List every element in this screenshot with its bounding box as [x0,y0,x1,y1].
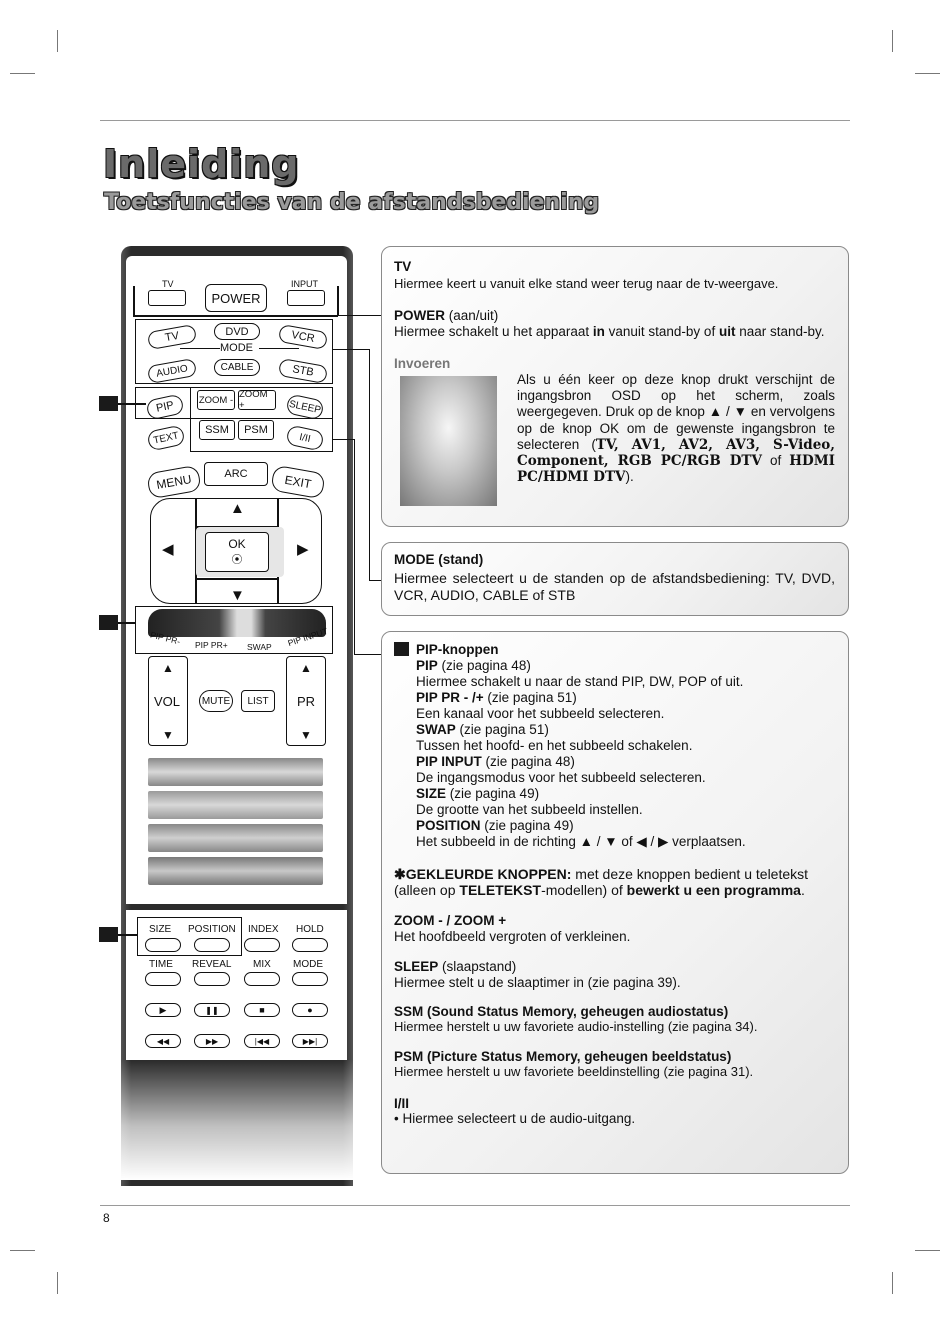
psm-button[interactable]: PSM [238,420,274,440]
power-desc-in: in [592,324,605,339]
crop-mark [915,1250,940,1251]
ok-label: OK [228,537,246,551]
crop-mark [57,30,58,52]
nav-pad-divider [195,578,277,580]
pip-heading [416,658,531,674]
mode-tv-button[interactable]: TV [147,324,197,350]
fast-forward-button[interactable]: ▶▶ [194,1034,230,1048]
time-label: TIME [149,959,173,970]
tv-title: TV [394,259,412,274]
sleep-suffix: (slaapstand) [438,959,517,974]
leader-line [333,349,370,350]
power-desc-part: vanuit stand-by of [604,324,719,339]
pippr-name: PIP PR - /+ [416,690,484,705]
position-ref: (zie pagina 49) [480,818,574,833]
power-button[interactable]: POWER [205,284,267,312]
header-rule [100,120,850,121]
rewind-button[interactable]: ◀◀ [145,1034,181,1048]
swap-description: Tussen het hoofd- en het subbeeld schakelen. [416,738,693,753]
leader-line [354,654,382,655]
sleep-button[interactable]: SLEEP [285,393,324,420]
crop-mark [892,30,893,52]
tv-button[interactable] [148,290,186,306]
input-button[interactable] [287,290,325,306]
color-desc-teletekst: TELETEKST [459,882,542,898]
color-desc: -modellen) of [541,882,627,898]
color-desc-bold: bewerkt u een programma [626,882,801,898]
leader-line [118,622,136,624]
pause-button[interactable]: ❚❚ [194,1003,230,1017]
top-bracket [133,315,338,317]
mute-button[interactable]: MUTE [199,690,233,712]
ok-dot-icon: ⦿ [231,554,243,566]
next-button[interactable]: ▶▶| [292,1034,328,1048]
vol-down-icon[interactable]: ▼ [162,728,174,742]
leader-line [369,349,370,581]
zoom-title: ZOOM - / ZOOM + [394,913,507,928]
play-button[interactable]: ▶ [145,1003,181,1017]
pipinput-description: De ingangsmodus voor het subbeeld selecteren. [416,770,706,785]
invoeren-sources: TV, AV1, AV2, AV3, S-Video, Component, RGB PC/RGB DTV [517,436,835,470]
pip-button[interactable]: PIP [145,393,184,420]
ssm-title: SSM (Sound Status Memory, geheugen audiostatus) [394,1004,729,1019]
size-heading [416,786,539,802]
vol-label: VOL [154,694,181,709]
invoeren-title: Invoeren [394,356,451,371]
invoeren-end: ). [625,469,634,485]
ok-button[interactable] [205,532,269,572]
color-button-blue[interactable] [148,857,323,885]
pip-name: PIP [416,658,438,673]
position-label: POSITION [188,924,236,935]
swap-heading [416,722,549,738]
mode-tt-button[interactable] [292,972,328,986]
psm-description: Hiermee herstelt u uw favoriete beeldinstelling (zie pagina 31). [394,1064,754,1079]
sleep-title: SLEEP [394,959,439,974]
position-name: POSITION [416,818,481,833]
color-button-red[interactable] [148,758,323,786]
reveal-button[interactable] [194,972,230,986]
text-button[interactable]: TEXT [146,424,185,451]
pip-box-marker [394,642,409,656]
pipinput-name: PIP INPUT [416,754,482,769]
mode-title: MODE (stand) [394,552,484,567]
mode-label-tt: MODE [293,959,323,970]
color-desc: (alleen op [394,882,460,898]
swap-name: SWAP [416,722,456,737]
arc-button[interactable]: ARC [204,462,268,486]
power-desc-part: naar stand-by. [735,324,825,339]
up-arrow-icon[interactable]: ▲ [230,500,245,517]
swap-label: SWAP [247,642,272,652]
stop-button[interactable]: ■ [244,1003,280,1017]
leader-line [333,439,355,440]
pippr-ref: (zie pagina 51) [483,690,577,705]
right-arrow-icon[interactable]: ▶ [297,541,309,558]
crop-mark [10,73,35,74]
pipinput-heading [416,754,575,770]
leader-line [354,439,355,655]
mix-label: MIX [253,959,271,970]
hold-label: HOLD [296,924,324,935]
down-arrow-icon[interactable]: ▼ [230,587,245,604]
pip-marker-1 [99,396,118,411]
pip-ref: (zie pagina 48) [437,658,531,673]
leader-line [338,315,382,316]
color-button-green[interactable] [148,791,323,819]
pip-marker-3 [99,927,118,942]
iii-description: • Hiermee selecteert u de audio-uitgang. [394,1111,636,1126]
list-button[interactable]: LIST [241,690,275,712]
size-ref: (zie pagina 49) [446,786,540,801]
page-subtitle: Toetsfuncties van de afstandsbediening [104,190,600,215]
pip-color-bar[interactable] [148,609,326,637]
pip-description: Hiermee schakelt u naar de stand PIP, DW, POP of uit. [416,674,744,689]
size-description: De grootte van het subbeeld instellen. [416,802,643,817]
pip-input-label: PIP INPUT [286,625,329,649]
hold-button[interactable] [292,938,328,952]
record-button[interactable]: ● [292,1003,328,1017]
size-button[interactable] [145,938,181,952]
color-desc: met deze knoppen bedient u teletekst [571,866,809,882]
power-title: POWER [394,308,446,323]
previous-button[interactable]: |◀◀ [244,1034,280,1048]
mode-rule [259,348,299,349]
pr-up-icon[interactable]: ▲ [300,661,312,675]
time-button[interactable] [145,972,181,986]
mode-stb-button[interactable]: STB [278,358,328,384]
mode-dvd-button[interactable]: DVD [214,323,260,340]
menu-button[interactable]: MENU [146,465,202,500]
pippr-heading [416,690,577,706]
color-buttons-line1 [394,866,808,882]
invoeren-text: Als u één keer op deze knop drukt verschijnt de ingangsbron OSD op het scherm, zoals weergegeven. Druk op de knop ▲ / ▼ en vervolgens op de knop OK om de gewenste ingangsbron te selecteren ( [517,372,835,452]
top-bracket [133,286,135,316]
index-label: INDEX [248,924,279,935]
i-ii-button[interactable]: I/II [285,424,324,451]
pipinput-ref: (zie pagina 48) [481,754,575,769]
position-button[interactable] [194,938,230,952]
top-bracket [337,286,339,316]
input-label: INPUT [291,279,318,289]
color-button-yellow[interactable] [148,824,323,852]
pip-marker-2 [99,615,118,630]
index-button[interactable] [244,938,280,952]
reveal-label: REVEAL [192,959,232,970]
mode-vcr-button[interactable]: VCR [278,324,328,350]
sleep-heading [394,959,516,975]
leader-line [118,403,146,405]
size-name: SIZE [416,786,447,801]
remote-fade [100,1060,360,1180]
zoom-description: Het hoofdbeeld vergroten of verkleinen. [394,929,631,944]
pip-section-title: PIP-knoppen [416,642,499,657]
crop-mark [57,1272,58,1294]
position-heading [416,818,574,834]
vol-up-icon[interactable]: ▲ [162,661,174,675]
pip-pr-plus-label: PIP PR+ [195,640,228,650]
page-title: Inleiding [103,142,300,186]
exit-button[interactable]: EXIT [270,465,326,500]
left-arrow-icon[interactable]: ◀ [162,541,174,558]
power-suffix: (aan/uit) [445,308,499,323]
pippr-description: Een kanaal voor het subbeeld selecteren. [416,706,665,721]
page-number: 8 [103,1211,110,1225]
size-label: SIZE [149,924,172,935]
invoeren-hdmi: HDMI PC/HDMI DTV [517,453,836,486]
leader-line [118,934,138,936]
pr-down-icon[interactable]: ▼ [300,728,312,742]
sleep-description: Hiermee stelt u de slaaptimer in (zie pagina 39). [394,975,681,990]
input-osd-image [400,376,497,506]
mode-cable-button[interactable]: CABLE [214,359,260,376]
color-desc: . [800,882,805,898]
color-buttons-line2 [394,882,805,898]
invoeren-of: of [761,453,790,469]
tv-description: Hiermee keert u vanuit elke stand weer terug naar de tv-weergave. [394,276,779,291]
crop-mark [915,73,940,74]
swap-ref: (zie pagina 51) [455,722,549,737]
psm-title: PSM (Picture Status Memory, geheugen beeldstatus) [394,1049,732,1064]
crop-mark [10,1250,35,1251]
mode-description: Hiermee selecteert u de standen op de afstandsbediening: TV, DVD, VCR, AUDIO, CABLE of STB [394,570,835,603]
footer-rule [100,1205,850,1206]
zoom-minus-button[interactable]: ZOOM - [197,390,235,410]
tv-label: TV [162,279,174,289]
pip-pr-minus-label: PIP PR- [149,629,182,647]
mode-label: MODE [220,342,253,354]
power-heading [394,308,498,324]
leader-line [369,580,381,581]
pr-label: PR [297,694,316,709]
power-description [394,324,825,340]
ssm-button[interactable]: SSM [199,420,235,440]
mode-rule [180,348,220,349]
mode-audio-button[interactable]: AUDIO [147,358,197,384]
position-description: Het subbeeld in de richting ▲ / ▼ of ◀ / ▶ verplaatsen. [416,834,746,849]
iii-title: I/II [394,1096,410,1111]
zoom-plus-button[interactable]: ZOOM + [238,390,276,410]
invoeren-description [517,372,835,485]
color-title: ✱GEKLEURDE KNOPPEN: [394,866,572,882]
ssm-description: Hiermee herstelt u uw favoriete audio-instelling (zie pagina 34). [394,1019,758,1034]
crop-mark [892,1272,893,1294]
power-desc-part: Hiermee schakelt u het apparaat [394,324,593,339]
power-desc-uit: uit [718,324,736,339]
mix-button[interactable] [244,972,280,986]
